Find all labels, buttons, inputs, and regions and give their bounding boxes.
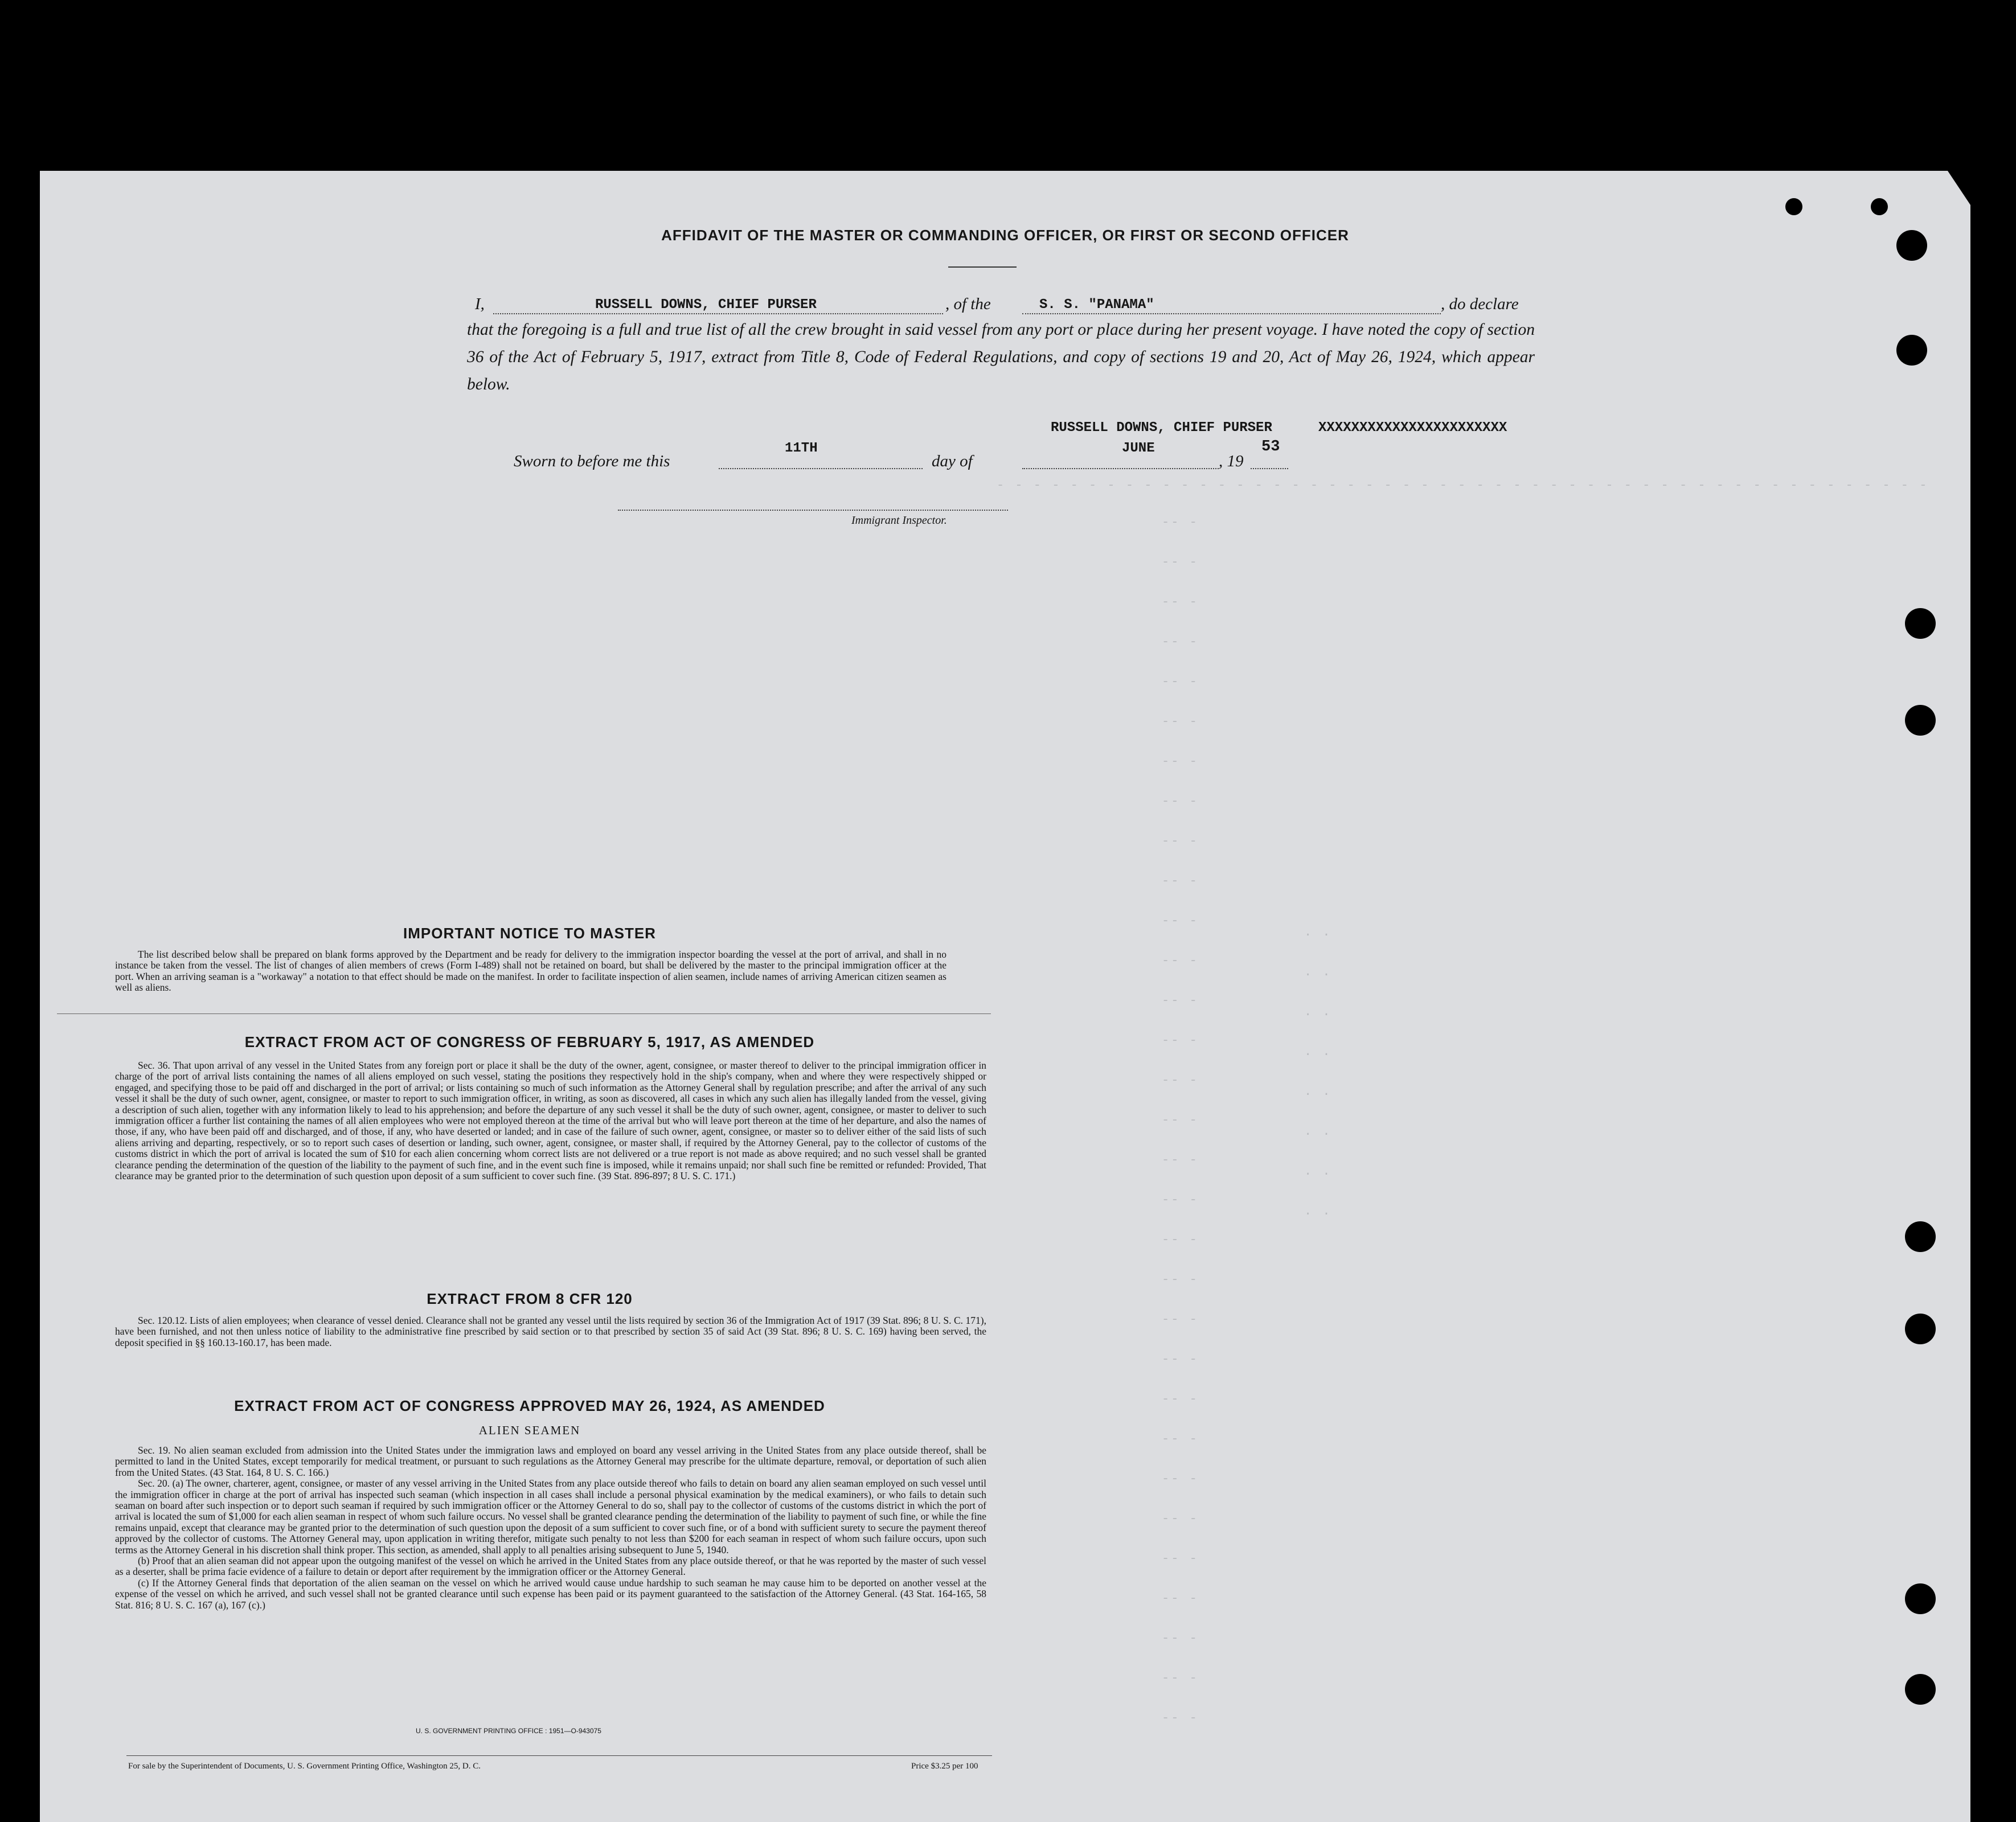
price-note: Price $3.25 per 100 <box>911 1762 978 1771</box>
affidavit-title: AFFIDAVIT OF THE MASTER OR COMMANDING OFFICER, OR FIRST OR SECOND OFFICER <box>661 227 1349 244</box>
extract-1917-title: EXTRACT FROM ACT OF CONGRESS OF FEBRUARY 5, 1917, AS AMENDED <box>244 1033 815 1050</box>
vessel-name: S. S. "PANAMA" <box>1039 297 1154 313</box>
title-underline <box>948 266 1017 268</box>
sworn-day: 11TH <box>785 441 818 456</box>
punch-hole <box>1905 1221 1936 1252</box>
inspector-label: Immigrant Inspector. <box>851 514 947 527</box>
year-prefix-label: , 19 <box>1219 452 1244 470</box>
punch-hole <box>1905 608 1936 639</box>
punch-hole <box>1896 335 1927 366</box>
vessel-field-line <box>1022 313 1441 314</box>
day-field-line <box>719 468 923 469</box>
notice-divider <box>57 1013 991 1014</box>
sworn-month: JUNE <box>1122 441 1155 456</box>
sworn-label: Sworn to before me this <box>514 452 670 470</box>
punch-hole <box>1905 1583 1936 1614</box>
sworn-year: 53 <box>1261 438 1280 456</box>
punch-hole <box>1905 1314 1936 1344</box>
name-field-line <box>493 313 943 314</box>
section-20c-text: (c) If the Attorney General finds that deportation of the alien seaman on the vessel on which he arrived would cause undue hardship to such seaman he may cause him to be deported on another vessel at the expense of the vessel on which he arrived, and such vessel shall not be granted clearance until such expense has been paid or its payment guaranteed to the satisfaction of the Attorney General. (43 Stat. 164-165, 58 Stat. 816; 8 U. S. C. 167 (a), 167 (c).) <box>115 1577 986 1611</box>
extract-1924-body <box>115 1445 986 1611</box>
punch-hole <box>1896 230 1927 261</box>
extract-1924-subtitle: ALIEN SEAMEN <box>478 1423 581 1437</box>
punch-hole <box>1871 198 1888 215</box>
inspector-signature-line <box>618 510 1008 511</box>
punch-hole <box>1905 1674 1936 1705</box>
section-20b-text: (b) Proof that an alien seaman did not appear upon the outgoing manifest of the vessel on which he arrived in the United States from any place outside thereof, or that he was reported by the master of such vessel as a deserter, shall be prima facie evidence of a failure to detain or deport after requirement by the immigration officer or the Attorney General. <box>115 1555 986 1578</box>
month-field-line <box>1022 468 1219 469</box>
footer-rule <box>126 1755 992 1756</box>
punch-hole <box>1785 198 1802 215</box>
signature-overstrike: XXXXXXXXXXXXXXXXXXXXXXX <box>1318 420 1507 436</box>
section-20a-text: Sec. 20. (a) The owner, charterer, agent, consignee, or master of any vessel arriving in the United States from any place outside thereof who fails to detain on board any alien seaman employed on such vessel until the immigration officer in charge at the port of arrival has inspected such seaman (which inspection in all cases shall include a personal physical examination by the medical examiners), or who fails to detain such seaman on board after such inspection or to deport such seaman if required by such immigration officer or the Attorney General to do so, shall pay to the collector of customs of the customs district in which the port of arrival is located the sum of $1,000 for each alien seaman in respect of whom such failure occurs. No vessel shall be granted clearance pending the determination of the liability to payment of such fine, or while the fine remains unpaid, except that clearance may be granted prior to the determination of such question upon the deposit of a sum sufficient to cover such fine, or of a bond with sufficient surety to secure the payment thereof approved by the collector of customs. The Attorney General may, upon application in writing therefor, mitigate such penalty to not less than $200 for each seaman in respect of whom such failure occurs, upon such terms as the Attorney General in his discretion shall think proper. This section, as amended, shall apply to all penalties arising subsequent to June 5, 1940. <box>115 1478 986 1556</box>
notice-body: The list described below shall be prepared on blank forms approved by the Department and be ready for delivery to the immigration inspector boarding the vessel at the port of arrival, and shall in no instance be taken from the vessel. The list of changes of alien members of crews (Form I-489) shall not be retained on board, but shall be delivered by the master to the principal immigration officer at the port. When an arriving seaman is a "workaway" a notation to that effect should be made on the manifest. In order to facilitate inspection of alien seamen, include names of arriving American citizen seamen as well as aliens. <box>115 949 946 994</box>
gpo-imprint: U. S. GOVERNMENT PRINTING OFFICE : 1951—O-943075 <box>416 1727 601 1735</box>
extract-1917-body: Sec. 36. That upon arrival of any vessel in the United States from any foreign port or place it shall be the duty of the owner, agent, consignee, or master thereof to deliver to the principal immigration officer in charge of the port of arrival lists containing the names of all aliens employed on such vessel, stating the positions they respectively hold in the ship's company, when and where they were respectively shipped or engaged, and specifying those to be paid off and discharged in the port of arrival; or lists containing so much of such information as the Attorney General shall by regulation prescribe; and after the arrival of any such vessel it shall be the duty of such owner, agent, consignee, or master to report to such immigration officer, in writing, as soon as discovered, all cases in which any such alien has illegally landed from the vessel, giving a description of such alien, together with any information likely to lead to his apprehension; and before the departure of any such vessel it shall be the duty of such owner, agent, consignee, or master to deliver to such immigration officer a further list containing the names of all alien employees who were not employed thereon at the time of the arrival but who will leave port thereon at the time of her departure, and also the names of those, if any, who have been paid off and discharged, and of those, if any, who have deserted or landed; and in case of the failure of such owner, agent, consignee, or master so to deliver either of the said lists of such aliens arriving and departing, respectively, or so to report such cases of desertion or landing, such owner, agent, consignee, or master shall, if required by the Attorney General, pay to the collector of customs of the customs district in which the port of arrival is located the sum of $10 for each alien concerning whom correct lists are not delivered or a true report is not made as above required; and no such vessel shall be granted clearance pending the determination of the question of the liability to the payment of such fine, and in the event such fine is imposed, while it remains unpaid; nor shall such fine be remitted or refunded: Provided, That clearance may be granted prior to the determination of such question upon deposit of a sum sufficient to cover such fine. (39 Stat. 896-897; 8 U. S. C. 171.) <box>115 1060 986 1182</box>
do-declare-label: , do declare <box>1441 295 1519 313</box>
i-label: I, <box>475 295 485 313</box>
for-sale-note: For sale by the Superintendent of Documents, U. S. Government Printing Office, Washington 25, D. C. <box>128 1762 481 1771</box>
declarant-name: RUSSELL DOWNS, CHIEF PURSER <box>595 297 817 313</box>
year-field-line <box>1251 468 1288 469</box>
extract-1924-title: EXTRACT FROM ACT OF CONGRESS APPROVED MAY 26, 1924, AS AMENDED <box>234 1397 825 1414</box>
extract-cfr-body: Sec. 120.12. Lists of alien employees; when clearance of vessel denied. Clearance shall not be granted any vessel until the lists required by section 36 of the Immigration Act of 1917 (39 Stat. 896; 8 U. S. C. 171), have been furnished, and not then unless notice of liability to the administrative fine prescribed by said section or to that prescribed by section 35 of said Act (39 Stat. 896; 8 U. S. C. 169) having been served, the deposit specified in §§ 160.13-160.17, has been made. <box>115 1315 986 1348</box>
signature-typed: RUSSELL DOWNS, CHIEF PURSER <box>1051 420 1272 436</box>
punch-hole <box>1905 705 1936 736</box>
extract-cfr-title: EXTRACT FROM 8 CFR 120 <box>427 1290 633 1307</box>
declaration-text: that the foregoing is a full and true list of all the crew brought in said vessel from any port or place during her present voyage. I have noted the copy of section 36 of the Act of February 5, 1917, extract from Title 8, Code of Federal Regulations, and copy of sections 19 and 20, Act of May 26, 1924, which appear below. <box>467 321 1535 393</box>
section-19-text: Sec. 19. No alien seaman excluded from admission into the United States under the immigration laws and employed on board any vessel arriving in the United States from any place outside thereof, shall be permitted to land in the United States, except temporarily for medical treatment, or pursuant to such regulations as the Attorney General may prescribe for the ultimate departure, removal, or deportation of such alien from the United States. (43 Stat. 164, 8 U. S. C. 166.) <box>115 1445 986 1478</box>
of-the-label: , of the <box>945 295 991 313</box>
day-of-label: day of <box>932 452 973 470</box>
notice-title: IMPORTANT NOTICE TO MASTER <box>403 925 656 942</box>
